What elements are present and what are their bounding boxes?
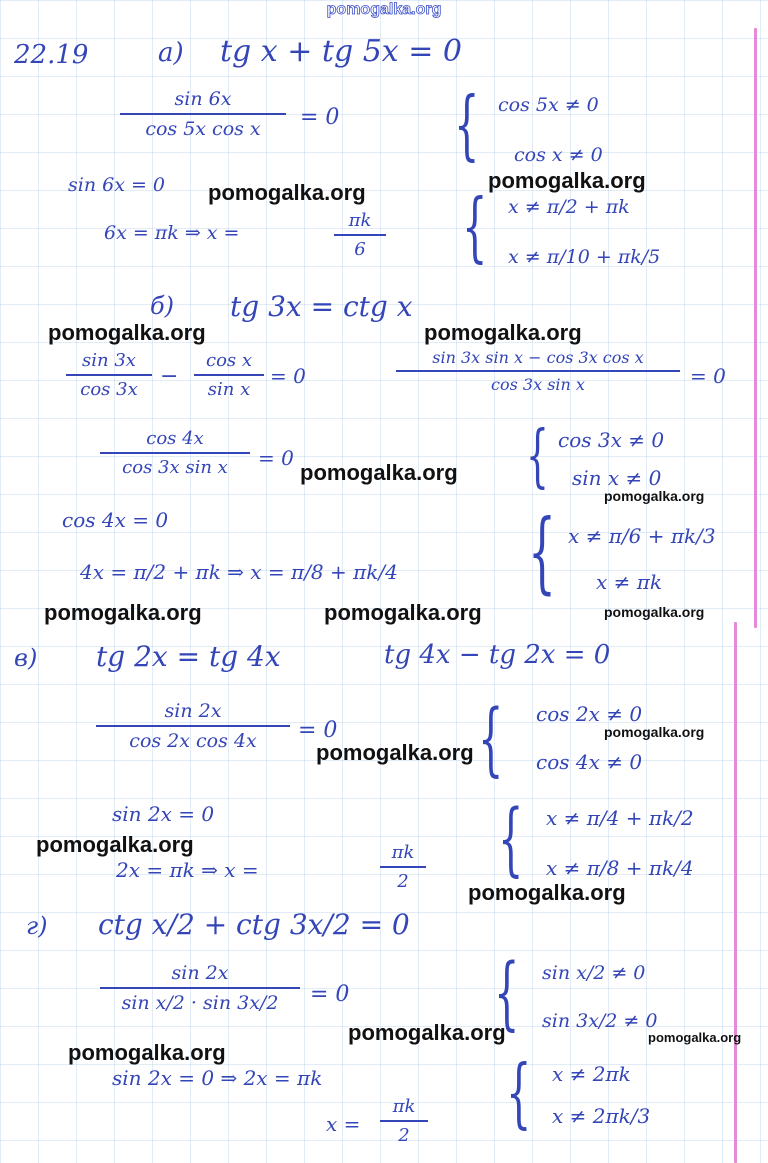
fraction-denominator: sin x <box>207 379 251 400</box>
part-g-sys2-line1: x ≠ 2πk <box>552 1062 631 1086</box>
part-g-sys1-line2: sin 3x/2 ≠ 0 <box>542 1010 658 1032</box>
part-b-fraction-4-eq: = 0 <box>258 446 294 470</box>
part-v-sys2-line1: x ≠ π/4 + πk/2 <box>546 806 694 830</box>
part-b-equation: tg 3x = ctg x <box>230 290 413 323</box>
part-b-sys2-line1: x ≠ π/6 + πk/3 <box>568 524 716 548</box>
fraction-denominator: sin x/2 · sin 3x/2 <box>121 992 279 1014</box>
part-v-label: в) <box>14 644 38 672</box>
watermark: pomogalka.org <box>424 320 582 345</box>
fraction-bar <box>100 987 300 989</box>
part-a-step2: 6x = πk ⇒ x = <box>104 222 240 244</box>
fraction-denominator: cos 2x cos 4x <box>129 730 257 752</box>
system-brace: { <box>506 1050 532 1138</box>
part-v-equation2: tg 4x − tg 2x = 0 <box>384 640 611 670</box>
watermark: pomogalka.org <box>208 180 366 205</box>
system-brace: { <box>462 184 488 272</box>
part-a-step2-fraction <box>334 210 386 260</box>
fraction-numerator: cos 4x <box>146 428 204 449</box>
part-v-sys1-line1: cos 2x ≠ 0 <box>536 702 643 726</box>
watermark: pomogalka.org <box>604 604 705 620</box>
margin-line-bottom <box>734 622 737 1163</box>
watermark: pomogalka.org <box>44 600 202 625</box>
part-a-step1: sin 6x = 0 <box>68 174 165 196</box>
part-v-sys2-line2: x ≠ π/8 + πk/4 <box>546 856 694 880</box>
watermark: pomogalka.org <box>68 1040 226 1065</box>
fraction-bar <box>396 370 680 372</box>
part-b-label: б) <box>150 292 175 320</box>
fraction-denominator: cos 3x <box>80 379 138 400</box>
part-v-step1: sin 2x = 0 <box>112 802 215 826</box>
watermark: pomogalka.org <box>48 320 206 345</box>
margin-line-top <box>754 28 757 628</box>
part-b-step2: 4x = π/2 + πk ⇒ x = π/8 + πk/4 <box>80 560 398 584</box>
part-v-step2: 2x = πk ⇒ x = <box>116 858 259 882</box>
part-g-sys1-line1: sin x/2 ≠ 0 <box>542 962 646 984</box>
fraction-denominator: 6 <box>354 239 366 260</box>
fraction-bar <box>66 374 152 376</box>
part-g-step2-fraction <box>380 1096 428 1146</box>
watermark: pomogalka.org <box>316 740 474 765</box>
fraction-bar <box>194 374 264 376</box>
part-g-fraction <box>100 962 300 1014</box>
system-brace: { <box>478 694 504 786</box>
system-brace: { <box>528 502 556 604</box>
fraction-numerator: sin 6x <box>174 88 232 110</box>
part-g-step1: sin 2x = 0 ⇒ 2x = πk <box>112 1066 323 1090</box>
part-v-step2-fraction <box>380 842 426 892</box>
part-g-step2: x = <box>326 1112 361 1136</box>
fraction-numerator: sin 2x <box>164 700 222 722</box>
part-b-fraction-4 <box>100 428 250 478</box>
part-b-fraction-3 <box>396 348 680 394</box>
part-g-sys2-line2: x ≠ 2πk/3 <box>552 1104 651 1128</box>
fraction-numerator: cos x <box>205 350 253 371</box>
system-brace: { <box>526 418 549 497</box>
watermark: pomogalka.org <box>324 600 482 625</box>
header-watermark: pomogalka.org <box>326 1 442 18</box>
part-v-fraction <box>96 700 290 752</box>
part-a-equation: tg x + tg 5x = 0 <box>220 34 463 69</box>
part-a-sys2-line2: x ≠ π/10 + πk/5 <box>508 246 661 268</box>
fraction-denominator: cos 3x sin x <box>491 375 585 394</box>
fraction-bar <box>380 866 426 868</box>
part-v-sys1-line2: cos 4x ≠ 0 <box>536 750 643 774</box>
fraction-numerator: πk <box>391 842 415 863</box>
watermark: pomogalka.org <box>488 168 646 193</box>
fraction-denominator: 2 <box>397 871 409 892</box>
system-brace: { <box>494 948 520 1040</box>
system-brace: { <box>498 794 524 886</box>
watermark: pomogalka.org <box>348 1020 506 1045</box>
part-g-label: г) <box>26 912 48 940</box>
part-a-fraction <box>120 88 286 140</box>
fraction-numerator: sin 3x <box>82 350 136 371</box>
system-brace: { <box>454 82 480 170</box>
part-g-equation: ctg x/2 + ctg 3x/2 = 0 <box>98 908 410 941</box>
part-a-sys1-line1: cos 5x ≠ 0 <box>498 94 599 116</box>
part-b-sys2-line2: x ≠ πk <box>596 570 663 594</box>
fraction-bar <box>100 452 250 454</box>
part-g-fraction-eq: = 0 <box>310 982 350 1007</box>
problem-number: 22.19 <box>14 40 89 70</box>
part-a-fraction-eq: = 0 <box>300 105 340 130</box>
fraction-numerator: πk <box>348 210 372 231</box>
part-b-sys1-line2: sin x ≠ 0 <box>572 466 662 490</box>
part-b-fraction-1 <box>66 350 152 400</box>
part-b-fraction-2 <box>194 350 264 400</box>
part-a-sys1-line2: cos x ≠ 0 <box>514 144 603 166</box>
watermark: pomogalka.org <box>36 832 194 857</box>
part-b-fraction-3-eq: = 0 <box>690 364 726 388</box>
part-b-minus: − <box>160 364 179 389</box>
part-a-label: а) <box>158 38 184 68</box>
fraction-bar <box>380 1120 428 1122</box>
part-v-equation: tg 2x = tg 4x <box>96 640 281 673</box>
fraction-denominator: cos 5x cos x <box>145 118 261 140</box>
fraction-numerator: sin 3x sin x − cos 3x cos x <box>432 348 644 367</box>
part-b-step1: cos 4x = 0 <box>62 508 169 532</box>
watermark: pomogalka.org <box>604 724 705 740</box>
part-a-sys2-line1: x ≠ π/2 + πk <box>508 196 630 218</box>
fraction-numerator: πk <box>392 1096 416 1117</box>
part-b-sys1-line1: cos 3x ≠ 0 <box>558 428 665 452</box>
watermark: pomogalka.org <box>468 880 626 905</box>
fraction-denominator: 2 <box>398 1125 410 1146</box>
fraction-denominator: cos 3x sin x <box>122 457 228 478</box>
fraction-bar <box>96 725 290 727</box>
watermark: pomogalka.org <box>300 460 458 485</box>
fraction-bar <box>334 234 386 236</box>
part-v-fraction-eq: = 0 <box>298 718 338 743</box>
fraction-bar <box>120 113 286 115</box>
part-b-fraction-2-eq: = 0 <box>270 364 306 388</box>
fraction-numerator: sin 2x <box>171 962 229 984</box>
watermark: pomogalka.org <box>648 1030 742 1045</box>
watermark: pomogalka.org <box>604 488 705 504</box>
